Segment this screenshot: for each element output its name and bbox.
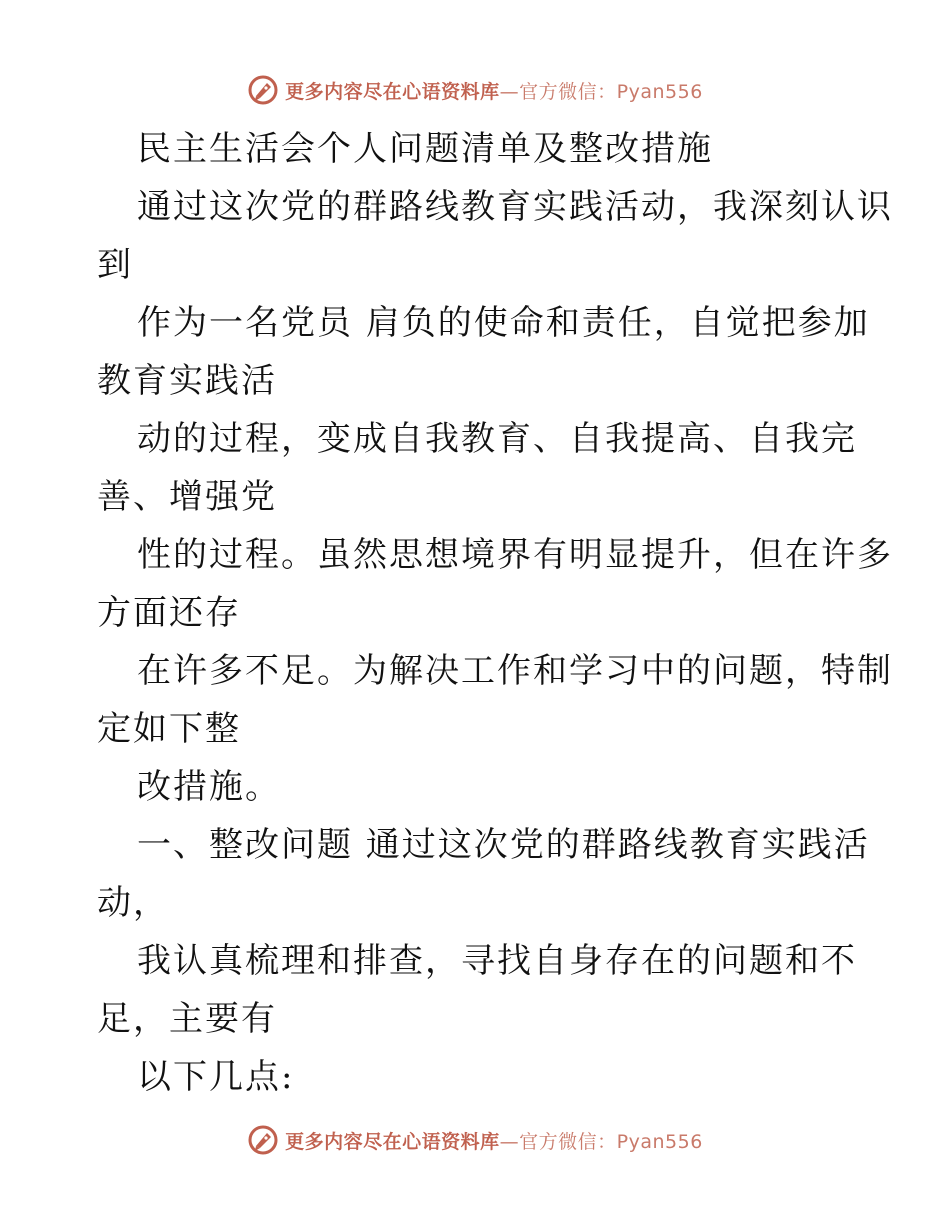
paragraph-line: 我认真梳理和排查，寻找自身存在的问题和不 (137, 941, 857, 981)
footer-watermark-banner (0, 1120, 950, 1160)
paragraph-line: 教育实践活 (97, 361, 277, 401)
paragraph-line: 足，主要有 (97, 999, 277, 1039)
paragraph-line: 性的过程。虽然思想境界有明显提升，但在许多 (137, 535, 893, 575)
section-heading-line: 一、整改问题 通过这次党的群路线教育实践活 (137, 825, 870, 865)
document-title: 民主生活会个人问题清单及整改措施 (137, 129, 713, 169)
paragraph-line: 动， (97, 883, 169, 923)
paragraph-line: 改措施。 (137, 767, 281, 807)
paragraph-line: 到 (97, 245, 133, 285)
pen-nib-logo-icon (247, 74, 279, 106)
paragraph-line: 以下几点: (137, 1057, 295, 1097)
paragraph-line: 定如下整 (97, 709, 241, 749)
document-body (97, 120, 893, 1106)
paragraph-line: 动的过程，变成自我教育、自我提高、自我完 (137, 419, 857, 459)
paragraph-line: 作为一名党员 肩负的使命和责任，自觉把参加 (137, 303, 870, 343)
paragraph-line: 方面还存 (97, 593, 241, 633)
watermark-text: 更多内容尽在心语资料库—官方微信：Pyan556 (285, 80, 703, 103)
paragraph-line: 善、增强党 (97, 477, 277, 517)
paragraph-line: 通过这次党的群路线教育实践活动，我深刻认识 (137, 187, 893, 227)
header-watermark-banner (0, 70, 950, 110)
watermark-text: 更多内容尽在心语资料库—官方微信：Pyan556 (285, 1130, 703, 1153)
paragraph-line: 在许多不足。为解决工作和学习中的问题，特制 (137, 651, 893, 691)
pen-nib-logo-icon (247, 1124, 279, 1156)
